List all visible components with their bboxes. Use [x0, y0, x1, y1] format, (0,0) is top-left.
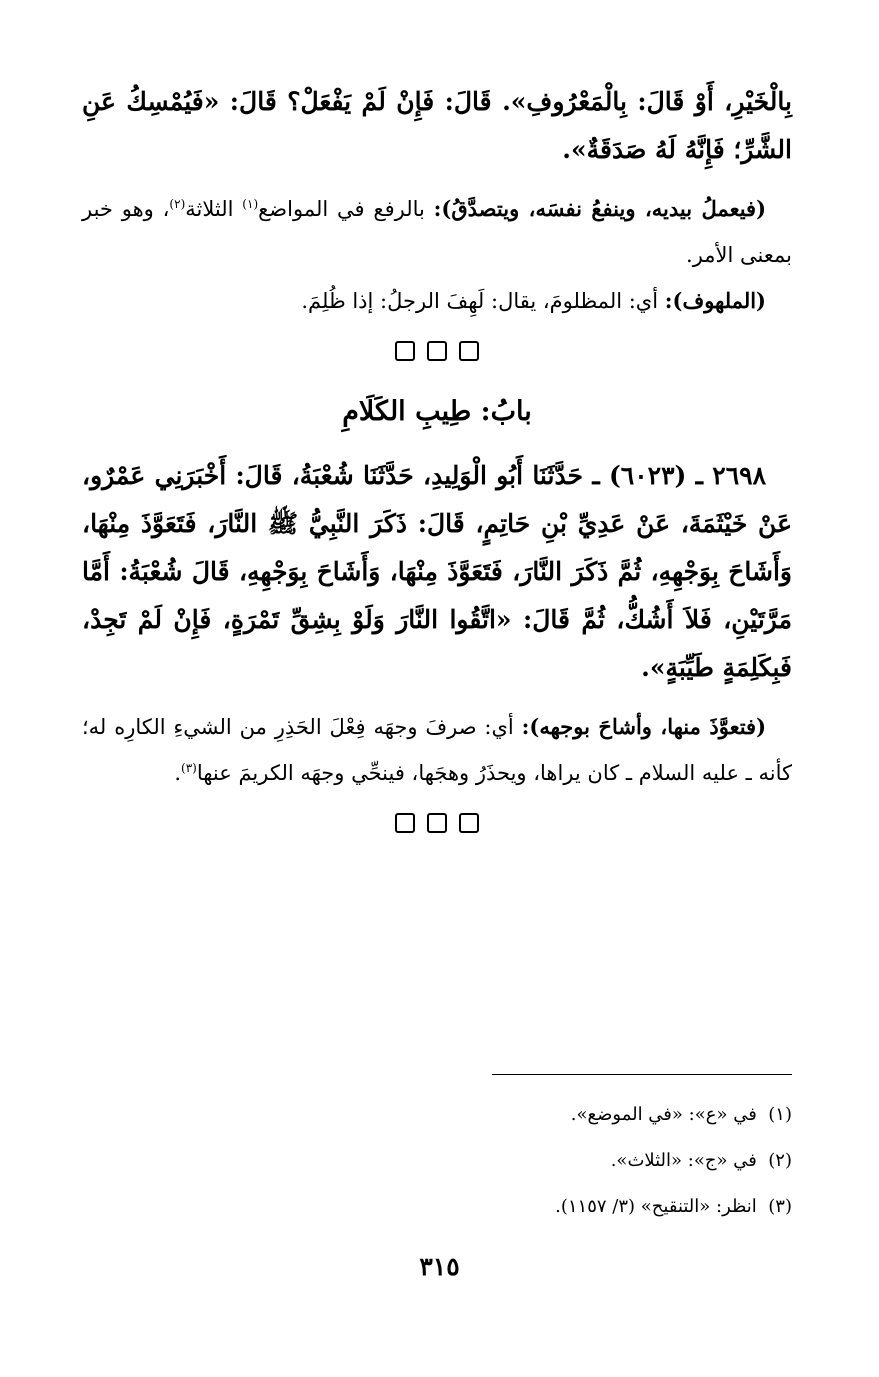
commentary-text: الثلاثة: [185, 197, 243, 221]
separator-box-icon: [459, 813, 479, 833]
commentary-text: .: [174, 761, 181, 785]
hadith-continuation: بِالْخَيْرِ، أَوْ قَالَ: بِالْمَعْرُوفِ». قَالَ: فَإِنْ لَمْ يَفْعَلْ؟ قَالَ: «فَيُمْسِكُ عَنِ الشَّرِّ؛ فَإِنَّهُ لَهُ صَدَقَةٌ».: [82, 87, 792, 164]
commentary-term: (فيعملُ بيديه، وينفعُ نفسَه، ويتصدَّقُ):: [433, 196, 767, 221]
section-separator: [82, 812, 792, 842]
separator-box-icon: [395, 341, 415, 361]
footnote-item: [300, 1184, 792, 1230]
footnote-item: [300, 1092, 792, 1138]
footnote-text: في «ج»: «الثلاث».: [610, 1150, 757, 1171]
commentary-paragraph-2: [82, 278, 792, 324]
hadith-text: ٢٦٩٨ ـ (٦٠٢٣) ـ حَدَّثَنَا أَبُو الْوَلِيدِ، حَدَّثَنَا شُعْبَةُ، قَالَ: أَخْبَرَنِي عَمْرٌو، عَنْ خَيْثَمَةَ، عَنْ عَدِيِّ بْنِ حَاتِمٍ، قَالَ: ذَكَرَ النَّبِيُّ ﷺ النَّارَ، فَتَعَوَّذَ مِنْهَا، وَأَشَاحَ بِوَجْهِهِ، ثُمَّ ذَكَرَ النَّارَ، فَتَعَوَّذَ مِنْهَا، وَأَشَاحَ بِوَجْهِهِ، قَالَ شُعْبَةُ: أَمَّا مَرَّتَيْنِ، فَلاَ أَشُكُّ، ثُمَّ قَالَ: «اتَّقُوا النَّارَ وَلَوْ بِشِقِّ تَمْرَةٍ، فَإِنْ لَمْ تَجِدْ، فَبِكَلِمَةٍ طَيِّبَةٍ».: [82, 461, 793, 682]
page-number: ٣١٥: [419, 1252, 460, 1281]
separator-box-icon: [459, 341, 479, 361]
commentary-text: أي: صرفَ وجهَه فِعْلَ الحَذِرِ من الشيءِ الكارِه له؛ كأنه ـ عليه السلام ـ كان يراها، ويحذَرُ وهجَها، فينحِّي وجهَه الكريمَ عنها: [82, 715, 792, 785]
commentary-text: أي: المظلومَ، يقال: لَهِفَ الرجلُ: إذا ظُلِمَ.: [301, 289, 665, 313]
footnotes: [300, 1092, 792, 1230]
footnote-item: [300, 1138, 792, 1184]
separator-box-icon: [427, 341, 447, 361]
chapter-title: بابُ: طِيبِ الكَلَامِ: [342, 396, 532, 427]
page-body: [82, 78, 792, 862]
footnote-ref-3[interactable]: (٣): [181, 761, 197, 775]
commentary-text: بالرفع في المواضع: [258, 197, 434, 221]
commentary-paragraph-3: [82, 704, 792, 796]
footnote-ref-2[interactable]: (٢): [169, 197, 186, 211]
commentary-text: ، وهو خبر بمعنى الأمر.: [82, 197, 792, 267]
commentary-paragraph-1: [82, 186, 792, 278]
section-separator: [82, 340, 792, 370]
commentary-term: (فتعوَّذَ منها، وأشاحَ بوجهه):: [521, 714, 767, 739]
separator-box-icon: [395, 813, 415, 833]
footnote-ref-1[interactable]: (١): [242, 197, 259, 211]
footnote-number: (٢): [768, 1150, 792, 1171]
footnote-text: في «ع»: «في الموضع».: [570, 1104, 757, 1125]
separator-box-icon: [427, 813, 447, 833]
footnote-number: (٣): [768, 1196, 792, 1217]
footnote-text: انظر: «التنقيح» (٣/ ١١٥٧).: [555, 1196, 757, 1217]
footnote-number: (١): [768, 1104, 792, 1125]
footnote-divider: [492, 1074, 792, 1075]
commentary-term: (الملهوف):: [664, 288, 766, 313]
